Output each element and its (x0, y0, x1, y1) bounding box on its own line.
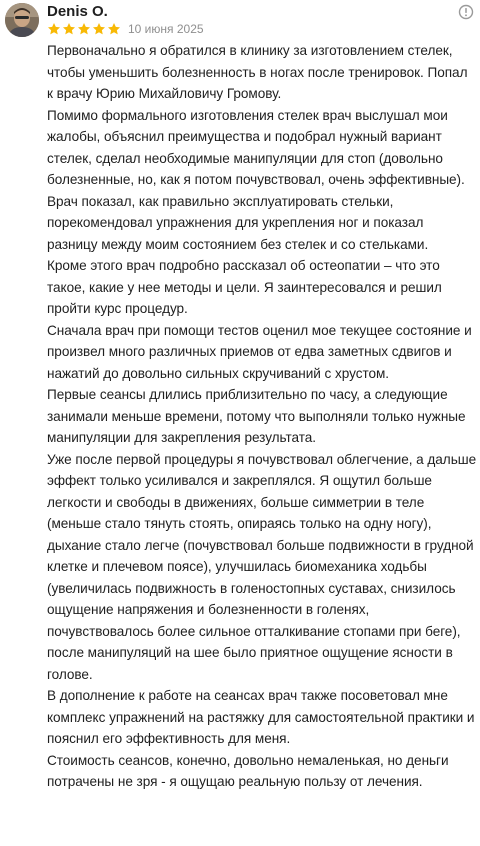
review-author-name[interactable]: Denis O. (47, 3, 108, 20)
user-avatar[interactable] (5, 3, 39, 37)
star-icon (107, 22, 121, 36)
avatar-photo-icon (5, 3, 39, 37)
review-meta (47, 21, 204, 37)
more-info-icon[interactable] (458, 4, 474, 20)
review-paragraph: Уже после первой процедуры я почувствовал облегчение, а дальше эффект только усиливался и закреплялся. Я ощутил больше легкости и свободы в движениях, больше симметрии в теле (меньше стало тянуть стоять, опираясь только на одну ногу), дыхание стало легче (почувствовал больше подвижности в грудной клетке и плечевом поясе), улучшилась биомеханика ходьбы (увеличилась подвижность в голеностопных суставах, снизилось ощущение напряжения и болезненности в голенях, почувствовалось более сильное отталкивание стопами при беге), после манипуляций на шее было приятное ощущение ясности в голове. (47, 451, 477, 682)
star-icon (92, 22, 106, 36)
review-date: 10 июня 2025 (128, 22, 204, 36)
star-icon (77, 22, 91, 36)
review-text (47, 40, 477, 793)
review-paragraph: В дополнение к работе на сеансах врач также посоветовал мне комплекс упражнений на растяжку для самостоятельной практики и пояснил его эффективность для меня. (47, 688, 475, 746)
review-paragraph: Сначала врач при помощи тестов оценил мое текущее состояние и произвел много различных приемов от едва заметных сдвигов и нажатий до довольно сильных скручиваний с хрустом. (47, 322, 472, 381)
star-icon (47, 22, 61, 36)
review-paragraph: Стоимость сеансов, конечно, довольно немаленькая, но деньги потрачены не зря - я ощущаю реальную пользу от лечения. (47, 752, 449, 789)
rating-stars (47, 22, 121, 36)
review-paragraph: Кроме этого врач подробно рассказал об остеопатии – что это такое, какие у нее методы и цели. Я заинтересовался и решил пройти курс процедур. (47, 258, 442, 316)
review-paragraph: Первоначально я обратился в клинику за изготовлением стелек, чтобы уменьшить болезненность в ногах после тренировок. Попал к врачу Юрию Михайловичу Громову. (47, 43, 468, 101)
star-icon (62, 22, 76, 36)
review-paragraph: Первые сеансы длились приблизительно по часу, а следующие занимали меньше времени, потому что выполняли только нужные манипуляции для закрепления результата. (47, 387, 466, 445)
review-paragraph: Помимо формального изготовления стелек врач выслушал мои жалобы, объяснил преимущества и подобрал нужный вариант стелек, сделал необходимые манипуляции для стоп (довольно болезненные, но, как я потом почувствовал, очень эффективные). Врач показал, как правильно эксплуатировать стельки, порекомендовал упражнения для укрепления ног и показал разницу между моим состоянием без стелек и со стельками. (47, 107, 465, 252)
